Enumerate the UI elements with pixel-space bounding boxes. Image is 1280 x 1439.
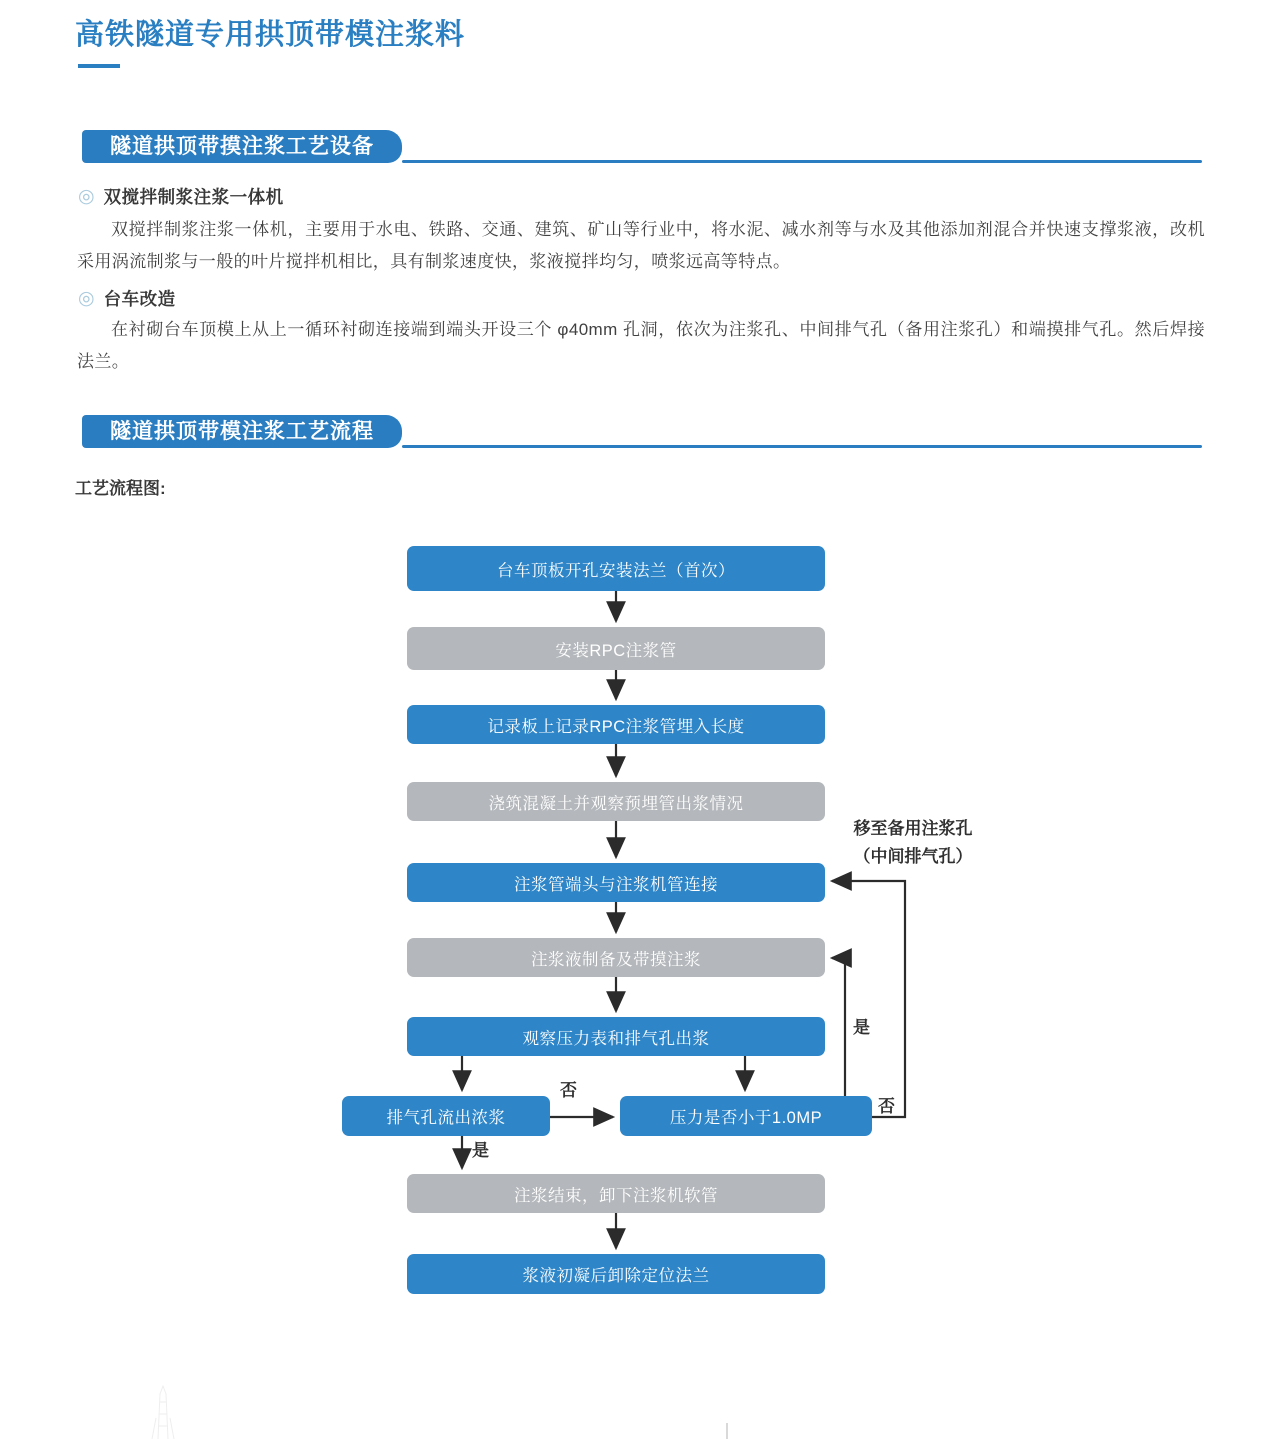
flow-step-pour-concrete: 浇筑混凝土并观察预埋管出浆情况 [407,782,825,821]
section-header-equipment [82,130,1202,163]
edge-label-reroute-line2: （中间排气孔） [853,847,973,866]
double-circle-bullet-icon: ◎ [78,288,95,309]
section-header-process [82,415,1202,448]
flow-step-install-rpc-pipe: 安装RPC注浆管 [407,627,825,670]
double-circle-bullet-icon: ◎ [78,186,95,207]
flow-step-record-length: 记录板上记录RPC注浆管埋入长度 [407,705,825,744]
paragraph-mixer: 双搅拌制浆注浆一体机，主要用于水电、铁路、交通、建筑、矿山等行业中，将水泥、减水剂等与水及其他添加剂混合并快速支撑浆液，改机采用涡流制浆与一般的叶片搅拌机相比，具有制浆速度快，浆液搅拌均匀，喷浆远高等特点。 [77,220,1205,271]
flow-step-pressure-check: 压力是否小于1.0MP [620,1096,872,1136]
flow-step-prepare-grout: 注浆液制备及带摸注浆 [407,938,825,977]
footer-tick-mark [726,1423,728,1439]
bullet-item-trolley [78,286,176,311]
bullet-heading-trolley: 台车改造 [103,289,176,309]
section-badge-rule [402,445,1202,448]
edge-label-yes-up: 是 [853,1018,870,1037]
flow-step-remove-flange: 浆液初凝后卸除定位法兰 [407,1254,825,1294]
bullet-item-mixer [78,184,284,209]
building-watermark-icon [138,1384,190,1439]
flow-step-connect-machine: 注浆管端头与注浆机管连接 [407,863,825,902]
bullet-heading-mixer: 双搅拌制浆注浆一体机 [103,187,284,207]
flow-diagram-label: 工艺流程图: [75,479,166,498]
title-underline [78,64,120,68]
edge-label-no-between: 否 [560,1081,577,1100]
page-title: 高铁隧道专用拱顶带模注浆料 [75,19,466,51]
edge-label-yes-down: 是 [472,1141,489,1160]
edge-label-no-right: 否 [878,1097,895,1116]
section-badge-rule [402,160,1202,163]
flow-step-install-flange: 台车顶板开孔安装法兰（首次） [407,546,825,591]
section-badge-equipment: 隧道拱顶带摸注浆工艺设备 [82,130,402,163]
section-badge-process: 隧道拱顶带模注浆工艺流程 [82,415,402,448]
edge-label-reroute-line1: 移至备用注浆孔 [853,819,973,838]
flow-step-observe-gauge: 观察压力表和排气孔出浆 [407,1017,825,1056]
paragraph-trolley: 在衬砌台车顶模上从上一循环衬砌连接端到端头开设三个 φ40mm 孔洞，依次为注浆孔、中间排气孔（备用注浆孔）和端摸排气孔。然后焊接法兰。 [77,320,1205,371]
flow-step-finish-remove-hose: 注浆结束，卸下注浆机软管 [407,1174,825,1213]
process-flowchart [0,530,1280,1330]
flow-step-vent-thick-grout: 排气孔流出浓浆 [342,1096,550,1136]
